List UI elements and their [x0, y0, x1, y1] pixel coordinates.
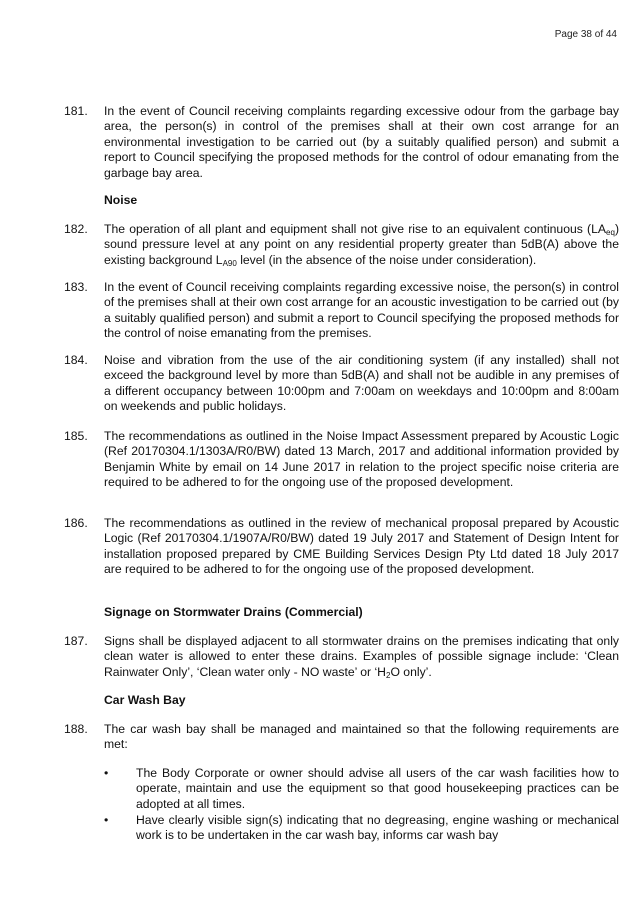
condition-text: The operation of all plant and equipment shall not give rise to an equivalent continuous $(LA_{eq})$ sound pressure level at any point on any residential property greater than 5dB(A) above the existing background $L_{A90}$ level (in the absence of the noise under consideration).: [104, 222, 619, 268]
condition-text: The car wash bay shall be managed and maintained so that the following requirements are met:: [104, 722, 619, 752]
condition-number: 182.: [64, 222, 88, 236]
condition-number: 184.: [64, 353, 88, 367]
condition-number: 181.: [64, 104, 88, 118]
condition-text: In the event of Council receiving complaints regarding excessive odour from the garbage bay area, the person(s) in control of the premises shall at their own cost arrange for an environmental investigation to be carried out (by a suitably qualified person) and submit a report to Council specifying the proposed methods for the control of odour emanating from the garbage bay area.: [104, 104, 619, 180]
condition-text: The recommendations as outlined in the review of mechanical proposal prepared by Acoustic Logic (Ref 20170304.1/1907A/R0/BW) dated 19 July 2017 and Statement of Design Intent for installation proposed prepared by CME Building Services Design Pty Ltd dated 18 July 2017 are required to be adhered to for the ongoing use of the proposed development.: [104, 516, 619, 577]
page-number: Page 38 of 44: [554, 29, 617, 40]
condition-text: Signs shall be displayed adjacent to all stormwater drains on the premises indicating that only clean water is allowed to enter these drains. Examples of possible signage include: ‘Clean Rainwater Only’, ‘Clean water only - NO waste’ or ‘$H_2O$ only’.: [104, 634, 619, 680]
bullet-icon: •: [104, 766, 109, 780]
section-heading-signage: Signage on Stormwater Drains (Commercial): [104, 605, 363, 619]
condition-number: 183.: [64, 280, 88, 294]
section-heading-car-wash: Car Wash Bay: [104, 693, 186, 707]
condition-text: The recommendations as outlined in the Noise Impact Assessment prepared by Acoustic Logic (Ref 20170304.1/1303A/R0/BW) dated 13 March, 2017 and additional information provided by Benjamin White by email on 14 June 2017 in relation to the project specific noise criteria are required to be adhered to for the ongoing use of the proposed development.: [104, 429, 619, 490]
condition-number: 188.: [64, 722, 88, 736]
condition-number: 186.: [64, 516, 88, 530]
section-heading-noise: Noise: [104, 193, 138, 207]
bullet-text: Have clearly visible sign(s) indicating that no degreasing, engine washing or mechanical work is to be undertaken in the car wash bay, informs car wash bay: [136, 813, 619, 843]
condition-number: 187.: [64, 634, 88, 648]
bullet-icon: •: [104, 813, 109, 827]
bullet-text: The Body Corporate or owner should advise all users of the car wash facilities how to operate, maintain and use the equipment so that good housekeeping practices can be adopted at all times.: [136, 766, 619, 811]
condition-text: Noise and vibration from the use of the air conditioning system (if any installed) shall not exceed the background level by more than 5dB(A) and shall not be audible in any premises of a different occupancy between 10:00pm and 7:00am on weekdays and 10:00pm and 8:00am on weekends and public holidays.: [104, 353, 619, 414]
condition-text: In the event of Council receiving complaints regarding excessive noise, the person(s) in control of the premises shall at their own cost arrange for an acoustic investigation to be carried out (by a suitably qualified person) and submit a report to Council specifying the proposed methods for the control of noise emanating from the premises.: [104, 280, 619, 341]
condition-number: 185.: [64, 429, 88, 443]
